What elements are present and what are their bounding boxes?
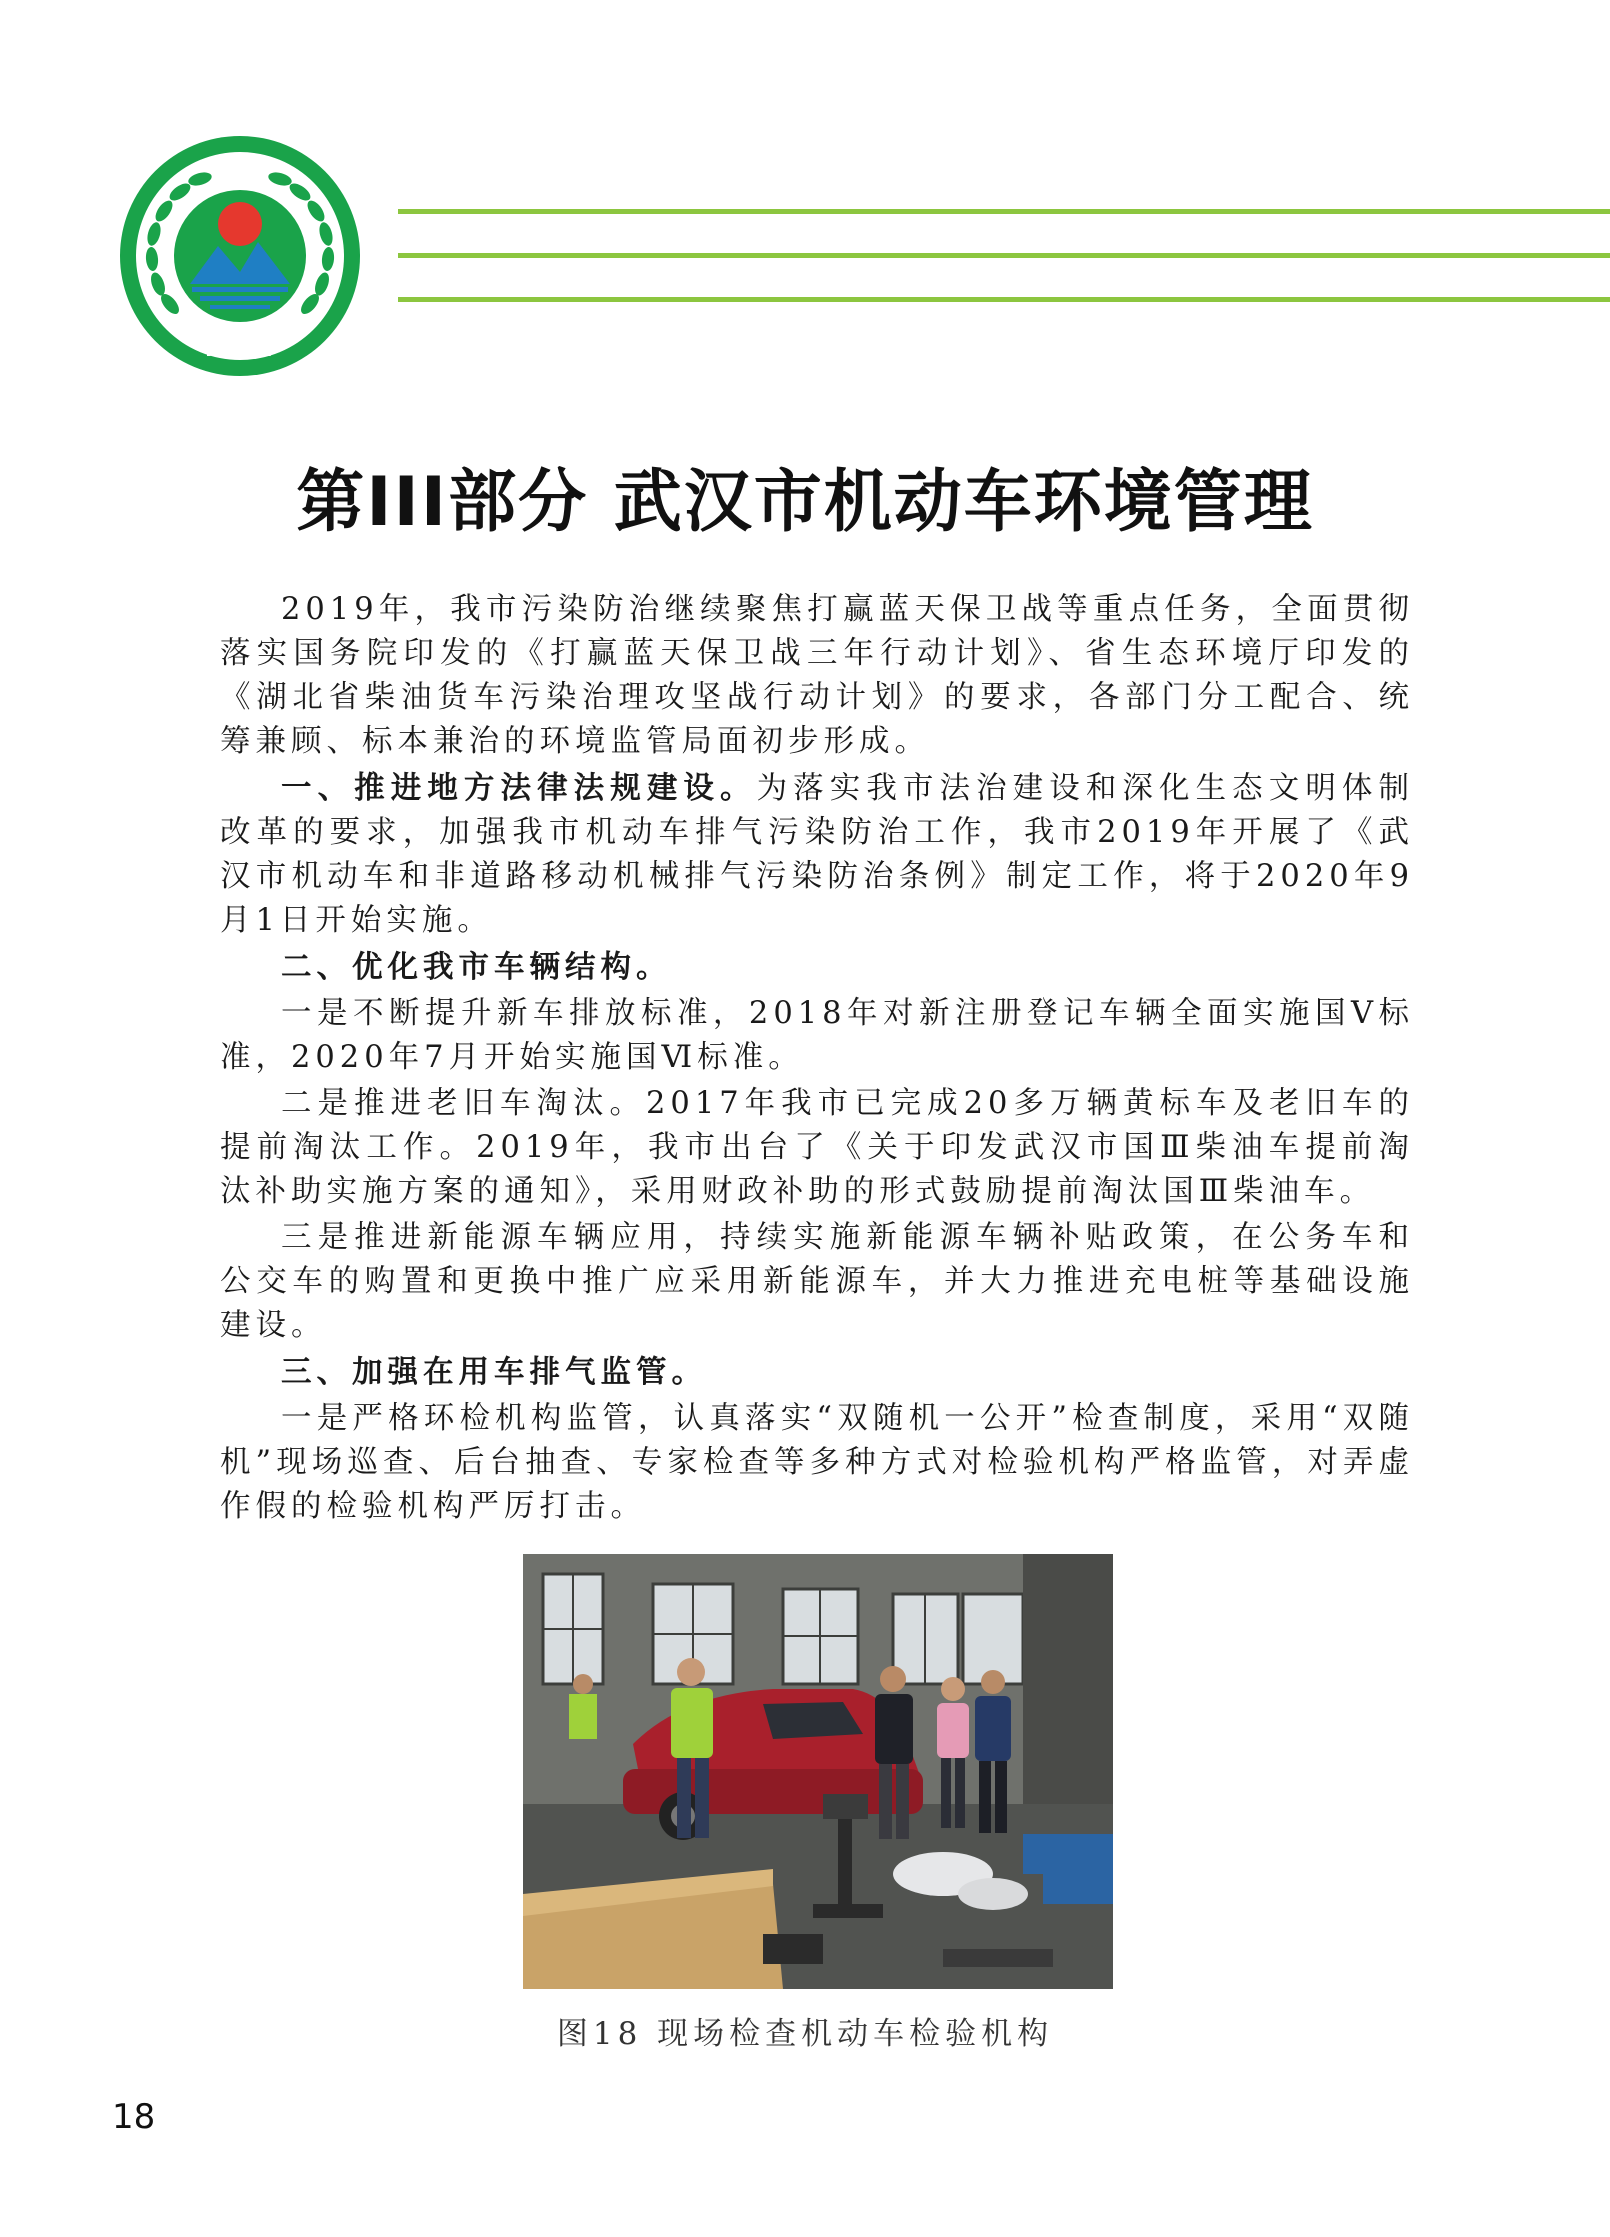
section-heading: 一、推进地方法律法规建设。 bbox=[281, 770, 757, 806]
body-text bbox=[220, 588, 1414, 1531]
paragraph-text: 一是不断提升新车排放标准，2018年对新注册登记车辆全面实施国Ⅴ标准，2020年7月开始实施国Ⅵ标准。 bbox=[220, 996, 1414, 1075]
paragraph bbox=[220, 1350, 1414, 1395]
paragraph bbox=[220, 766, 1414, 943]
paragraph bbox=[220, 945, 1414, 990]
inspection-photo bbox=[523, 1554, 1113, 1989]
header-rule bbox=[398, 297, 1610, 302]
paragraph bbox=[220, 588, 1414, 764]
logo-text: MEE bbox=[205, 331, 275, 362]
page-title: 第III部分 武汉市机动车环境管理 bbox=[296, 463, 1314, 542]
paragraph-text: 为落实我市法治建设和深化生态文明体制改革的要求，加强我市机动车排气污染防治工作，我市2019年开展了《武汉市机动车和非道路移动机械排气污染防治条例》制定工作，将于2020年9月1日开始实施。 bbox=[220, 771, 1415, 938]
section-heading: 三、加强在用车排气监管。 bbox=[281, 1354, 707, 1390]
paragraph-text: 2019年，我市污染防治继续聚焦打赢蓝天保卫战等重点任务，全面贯彻落实国务院印发的《打赢蓝天保卫战三年行动计划》、省生态环境厅印发的《湖北省柴油货车污染治理攻坚战行动计划》的要求，各部门分工配合、统筹兼顾、标本兼治的环境监管局面初步形成。 bbox=[220, 592, 1414, 759]
paragraph-text: 一是严格环检机构监管，认真落实“双随机一公开”检查制度，采用“双随机”现场巡查、后台抽查、专家检查等多种方式对检验机构严格监管，对弄虚作假的检验机构严厉打击。 bbox=[220, 1401, 1414, 1524]
paragraph-text: 三是推进新能源车辆应用，持续实施新能源车辆补贴政策，在公务车和公交车的购置和更换中推广应采用新能源车，并大力推进充电桩等基础设施建设。 bbox=[220, 1220, 1414, 1343]
page-number: 18 bbox=[112, 2097, 156, 2137]
figure-caption: 图18 现场检查机动车检验机构 bbox=[556, 2016, 1054, 2052]
paragraph bbox=[220, 992, 1414, 1080]
paragraph bbox=[220, 1082, 1414, 1214]
paragraph bbox=[220, 1216, 1414, 1348]
paragraph-text: 二是推进老旧车淘汰。2017年我市已完成20多万辆黄标车及老旧车的提前淘汰工作。2019年，我市出台了《关于印发武汉市国Ⅲ柴油车提前淘汰补助实施方案的通知》，采用财政补助的形式鼓励提前淘汰国Ⅲ柴油车。 bbox=[220, 1086, 1414, 1209]
section-heading: 二、优化我市车辆结构。 bbox=[281, 949, 672, 985]
header-rule bbox=[398, 209, 1610, 214]
mee-logo bbox=[118, 134, 362, 378]
header-rule bbox=[398, 253, 1610, 258]
paragraph bbox=[220, 1397, 1414, 1529]
